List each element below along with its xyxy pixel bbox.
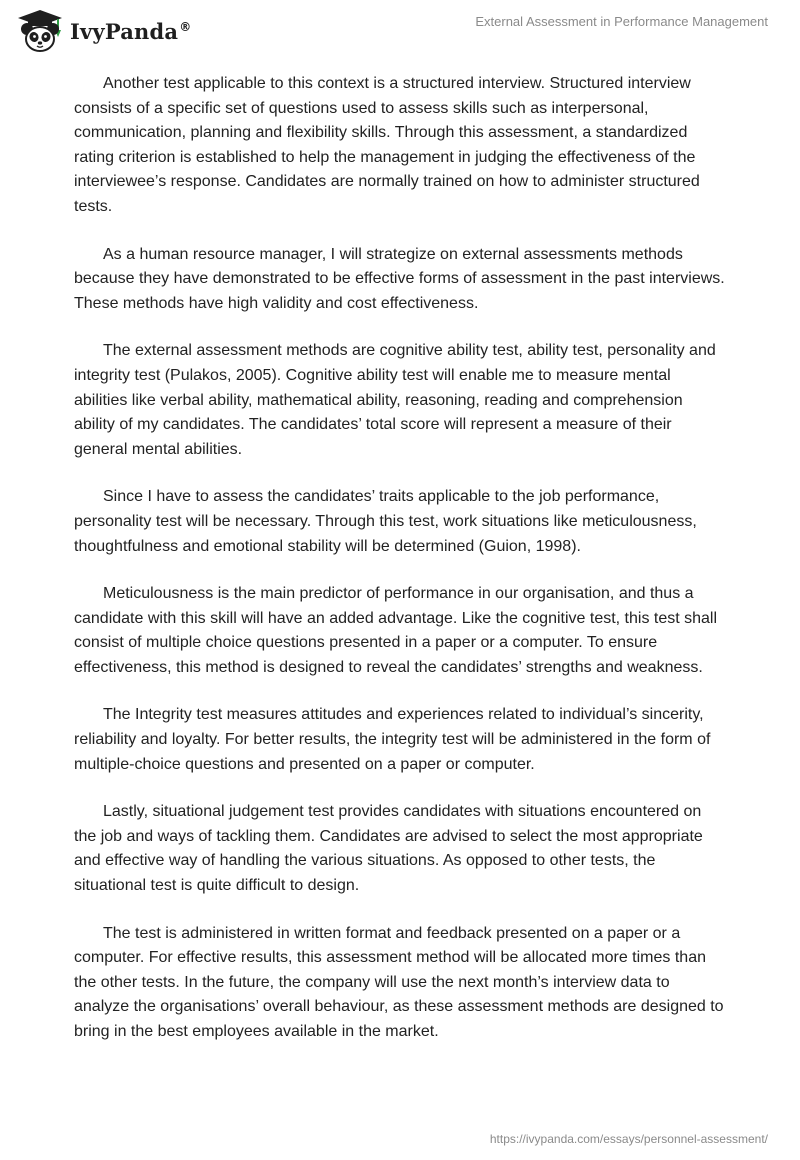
essay-body (74, 72, 726, 1068)
page-header (0, 0, 800, 60)
paragraph: Since I have to assess the candidates’ traits applicable to the job performance, personality test will be necessary. Through this test, work situations like meticulousness, thoughtfulness and emotional stability will be determined (Guion, 1998). (74, 488, 697, 555)
source-url[interactable]: https://ivypanda.com/essays/personnel-assessment/ (489, 1132, 768, 1146)
paragraph: As a human resource manager, I will strategize on external assessments methods because they have demonstrated to be effective forms of assessment in the past interviews. These methods have high validity and cost effectiveness. (74, 245, 725, 312)
paragraph: Meticulousness is the main predictor of performance in our organisation, and thus a candidate with this skill will have an added advantage. Like the cognitive test, this test shall consist of multiple choice questions presented in a paper or a computer. To ensure effectiveness, this method is designed to reveal the candidates’ strengths and weakness. (74, 585, 718, 676)
panda-graduate-icon (14, 8, 66, 54)
paragraph: The Integrity test measures attitudes and experiences related to individual’s sincerity, reliability and loyalty. For better results, the integrity test will be administered in the form of multiple-choice questions and presented on a paper or computer. (74, 706, 711, 773)
paragraph: The external assessment methods are cognitive ability test, ability test, personality and integrity test (Pulakos, 2005). Cognitive ability test will enable me to measure mental abilities like verbal ability, mathematical ability, reasoning, reading and comprehension ability of my candidates. The candidates’ total score will represent a measure of their general mental abilities. (74, 342, 716, 458)
paragraph: The test is administered in written format and feedback presented on a paper or a computer. For effective results, this assessment method will be allocated more times than the other tests. In the future, the company will use the next month’s interview data to analyze the organisations’ overall behaviour, as these assessment methods are designed to bring in the best employees available in the market. (74, 924, 724, 1040)
paragraph: Lastly, situational judgement test provides candidates with situations encountered on the job and ways of tackling them. Candidates are advised to select the most appropriate and effective way of handling the various situations. As opposed to other tests, the situational test is quite difficult to design. (74, 803, 703, 895)
registered-mark: ® (179, 19, 192, 34)
logo-wordmark: IvyPanda® (70, 18, 192, 44)
paragraph: Another test applicable to this context is a structured interview. Structured interview consists of a specific set of questions used to assess skills such as interpersonal, communication, planning and flexibility skills. Through this assessment, a standardized rating criterion is established to help the management in judging the effectiveness of the interviewee’s response. Candidates are normally trained on how to administer structured tests. (74, 75, 700, 215)
running-title: External Assessment in Performance Management (475, 14, 768, 29)
ivypanda-logo[interactable] (14, 8, 191, 54)
